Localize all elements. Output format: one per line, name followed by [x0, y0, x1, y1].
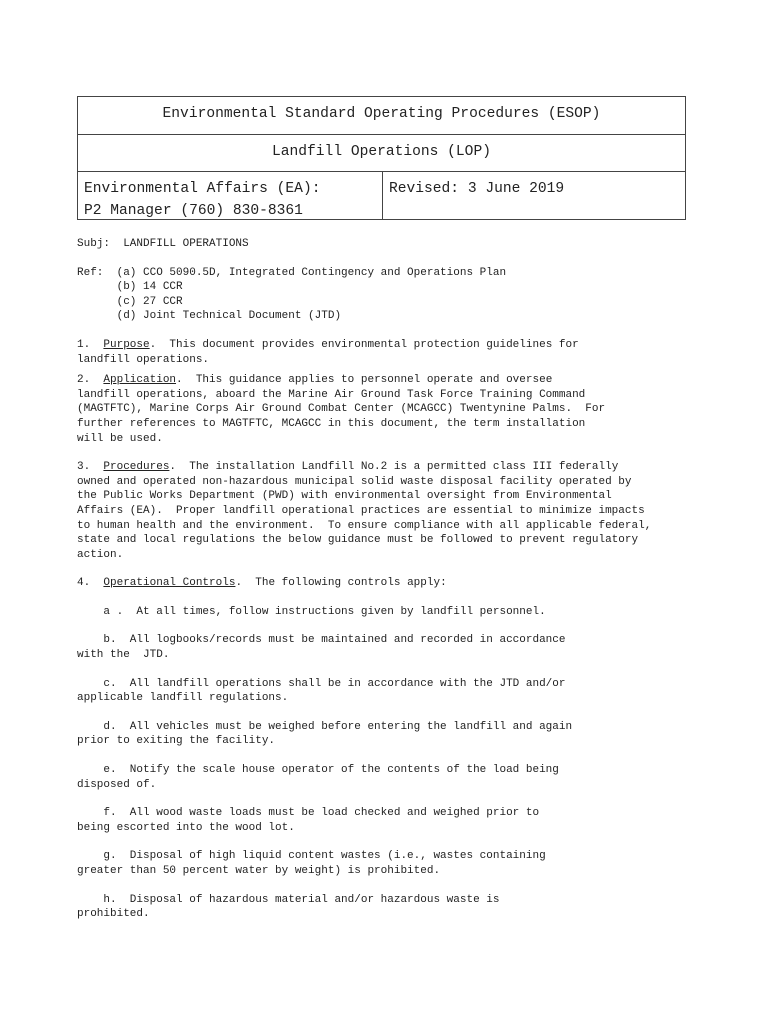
control-item-f [77, 806, 687, 835]
control-line: greater than 50 percent water by weight) is prohibited. [77, 865, 441, 877]
section-procedures [77, 460, 687, 562]
section-operational-controls [77, 576, 687, 591]
document-subtitle: Landfill Operations (LOP) [78, 135, 685, 172]
contact-cell [78, 172, 383, 219]
control-item-h [77, 893, 687, 922]
section-text-line: will be used. [77, 432, 163, 445]
subject-line: Subj: LANDFILL OPERATIONS [77, 238, 249, 250]
section-text: . The installation Landfill No.2 is a permitted class III federally [169, 461, 619, 474]
section-text-line: action. [77, 548, 124, 561]
control-item-d [77, 720, 687, 749]
control-line: d. All vehicles must be weighed before entering the landfill and again [77, 720, 573, 733]
control-line: with the JTD. [77, 649, 170, 662]
control-line: g. Disposal of high liquid content wastes (i.e., wastes containing [77, 850, 546, 863]
control-line: f. All wood waste loads must be load checked and weighed prior to [77, 807, 540, 820]
section-text-line: further references to MAGTFTC, MCAGCC in this document, the term installation [77, 417, 586, 430]
control-line: being escorted into the wood lot. [77, 821, 295, 834]
control-line: b. All logbooks/records must be maintained and recorded in accordance [77, 634, 566, 647]
references [77, 266, 687, 324]
section-text-line: landfill operations, aboard the Marine Air Ground Task Force Training Command [77, 388, 586, 401]
document-body [77, 237, 687, 922]
section-number: 2. [77, 374, 104, 387]
ref-b: (b) 14 CCR [77, 281, 183, 294]
section-text: . The following controls apply: [235, 577, 447, 590]
section-application [77, 373, 687, 446]
document-title: Environmental Standard Operating Procedures (ESOP) [78, 97, 685, 135]
control-item-c [77, 677, 687, 706]
header-table [77, 96, 686, 220]
control-line: h. Disposal of hazardous material and/or hazardous waste is [77, 893, 500, 906]
control-line: prohibited. [77, 908, 150, 921]
header-info-row [78, 172, 685, 219]
control-line: a . At all times, follow instructions given by landfill personnel. [77, 605, 546, 618]
control-line: c. All landfill operations shall be in accordance with the JTD and/or [77, 677, 566, 690]
section-text-line: the Public Works Department (PWD) with environmental oversight from Environmental [77, 490, 612, 503]
section-text-line: Affairs (EA). Proper landfill operational practices are essential to minimize impacts [77, 504, 645, 517]
section-heading: Procedures [103, 461, 170, 474]
control-item-a [77, 605, 687, 620]
section-text-line: owned and operated non-hazardous municipal solid waste disposal facility operated by [77, 475, 632, 488]
revised-date: Revised: 3 June 2019 [389, 181, 565, 197]
control-item-e [77, 763, 687, 792]
control-item-b [77, 633, 687, 662]
contact-phone: P2 Manager (760) 830-8361 [84, 203, 303, 219]
section-text-line: landfill operations. [77, 353, 210, 366]
control-line: applicable landfill regulations. [77, 692, 289, 705]
section-heading: Application [103, 374, 177, 387]
control-line: prior to exiting the facility. [77, 735, 276, 748]
ref-c: (c) 27 CCR [77, 295, 183, 308]
section-number: 4. [77, 577, 104, 590]
section-heading: Purpose [103, 338, 150, 351]
section-text-line: to human health and the environment. To ensure compliance with all applicable federal, [77, 519, 652, 532]
section-text-line: (MAGTFTC), Marine Corps Air Ground Combat Center (MCAGCC) Twentynine Palms. For [77, 403, 606, 416]
org-name: Environmental Affairs (EA): [84, 181, 321, 197]
section-text: . This document provides environmental protection guidelines for [149, 338, 579, 351]
section-heading: Operational Controls [103, 577, 236, 590]
control-line: disposed of. [77, 778, 157, 791]
control-line: e. Notify the scale house operator of the contents of the load being [77, 764, 559, 777]
section-number: 3. [77, 461, 104, 474]
section-text-line: state and local regulations the below guidance must be followed to prevent regulatory [77, 534, 639, 547]
ref-d: (d) Joint Technical Document (JTD) [77, 310, 342, 323]
section-number: 1. [77, 338, 104, 351]
ref-a: Ref: (a) CCO 5090.5D, Integrated Contingency and Operations Plan [77, 266, 507, 279]
section-purpose [77, 338, 687, 367]
control-item-g [77, 849, 687, 878]
section-text: . This guidance applies to personnel operate and oversee [176, 374, 553, 387]
